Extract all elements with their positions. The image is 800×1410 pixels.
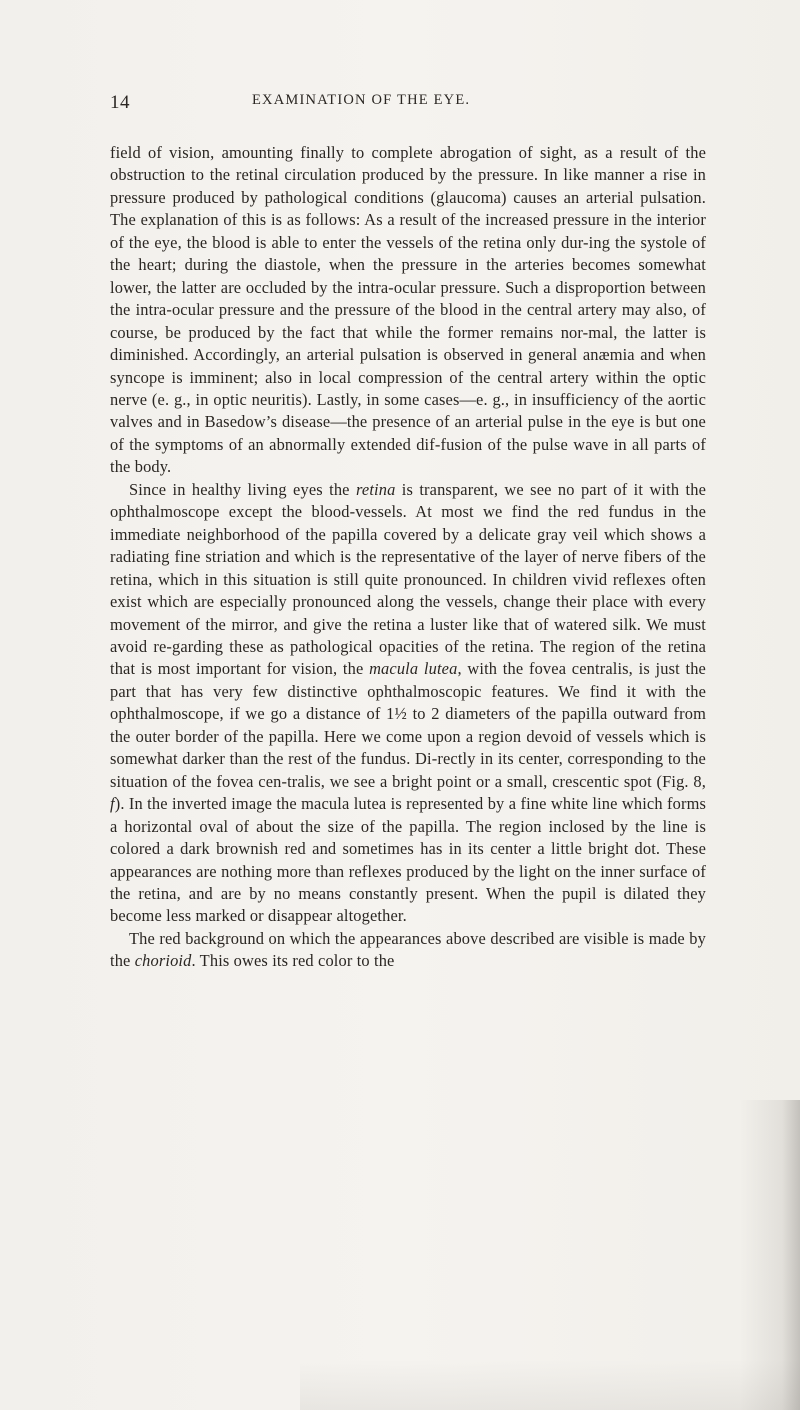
italic-term: retina — [355, 479, 396, 499]
page-header — [110, 92, 706, 118]
italic-term: f — [110, 794, 115, 814]
text-run: ). In the inverted image the macula lutea is represented by a fine white line which forms a horizontal oval of about the size of the papilla. The region inclosed by the line is colored a dark brownish red and sometimes has in its center a little bright dot. These appearances are nothing more than reflexes produced by the light on the inner surface of the retina, and are by no means constantly present. When the pupil is dilated they become less marked or disappear altogether. — [110, 794, 706, 926]
page-number: 14 — [110, 92, 130, 113]
text-run: , with the fovea centralis, is just the part that has very few distinctive ophthalmoscopic features. We find it with the ophthalmoscope, if we go a distance of 1½ to 2 diameters of the papilla outward from the outer border of the papilla. Here we come upon a region devoid of vessels which is somewhat darker than the rest of the fundus. Di-rectly in its center, corresponding to the situation of the fovea cen-tralis, we see a bright point or a small, crescentic spot (Fig. 8, — [110, 659, 706, 791]
body-text — [110, 142, 706, 973]
italic-term: chorioid — [134, 951, 192, 971]
page-bottom-shade — [300, 1360, 800, 1410]
text-run: Since in healthy living eyes the — [129, 479, 356, 499]
paragraph-3 — [110, 928, 706, 973]
text-run: The red background on which the appearances above described are visible is made by the — [110, 928, 706, 971]
text-run: field of vision, amounting finally to complete abrogation of sight, as a result of the obstruction to the retinal circulation produced by the pressure. In like manner a rise in pressure produced by pathological conditions (glaucoma) causes an arterial pulsation. The explanation of this is as follows: As a result of the increased pressure in the interior of the eye, the blood is able to enter the vessels of the retina only dur-ing the systole of the heart; during the diastole, when the pressure in the arteries becomes somewhat lower, the latter are occluded by the intra-ocular pressure. Such a disproportion between the intra-ocular pressure and the pressure of the blood in the central artery may also, of course, be produced by the fact that while the former remains nor-mal, the latter is diminished. Accordingly, an arterial pulsation is observed in general anæmia and when syncope is imminent; also in local compression of the central artery within the optic nerve (e. g., in optic neuritis). Lastly, in some cases—e. g., in insufficiency of the aortic valves and in Basedow’s disease—the presence of an arterial pulse in the eye is but one of the symptoms of an abnormally extended dif-fusion of the pulse wave in all parts of the body. — [110, 143, 706, 477]
running-head: EXAMINATION OF THE EYE. — [252, 92, 471, 108]
text-run: is transparent, we see no part of it with the ophthalmoscope except the blood-vessels. At most we find the red fundus in the immediate neighborhood of the papilla covered by a delicate gray veil which shows a radiating fine striation and which is the representative of the layer of nerve fibers of the retina, which in this situation is still quite pronounced. In children vivid reflexes often exist which are especially pronounced along the vessels, change their place with every movement of the mirror, and give the retina a luster like that of watered silk. We must avoid re-garding these as pathological opacities of the retina. The region of the retina that is most important for vision, the — [110, 479, 707, 679]
italic-term: macula lutea — [369, 659, 458, 679]
text-run: . This owes its red color to the — [191, 951, 395, 971]
paragraph-2 — [110, 479, 706, 928]
paragraph-1 — [110, 142, 706, 479]
